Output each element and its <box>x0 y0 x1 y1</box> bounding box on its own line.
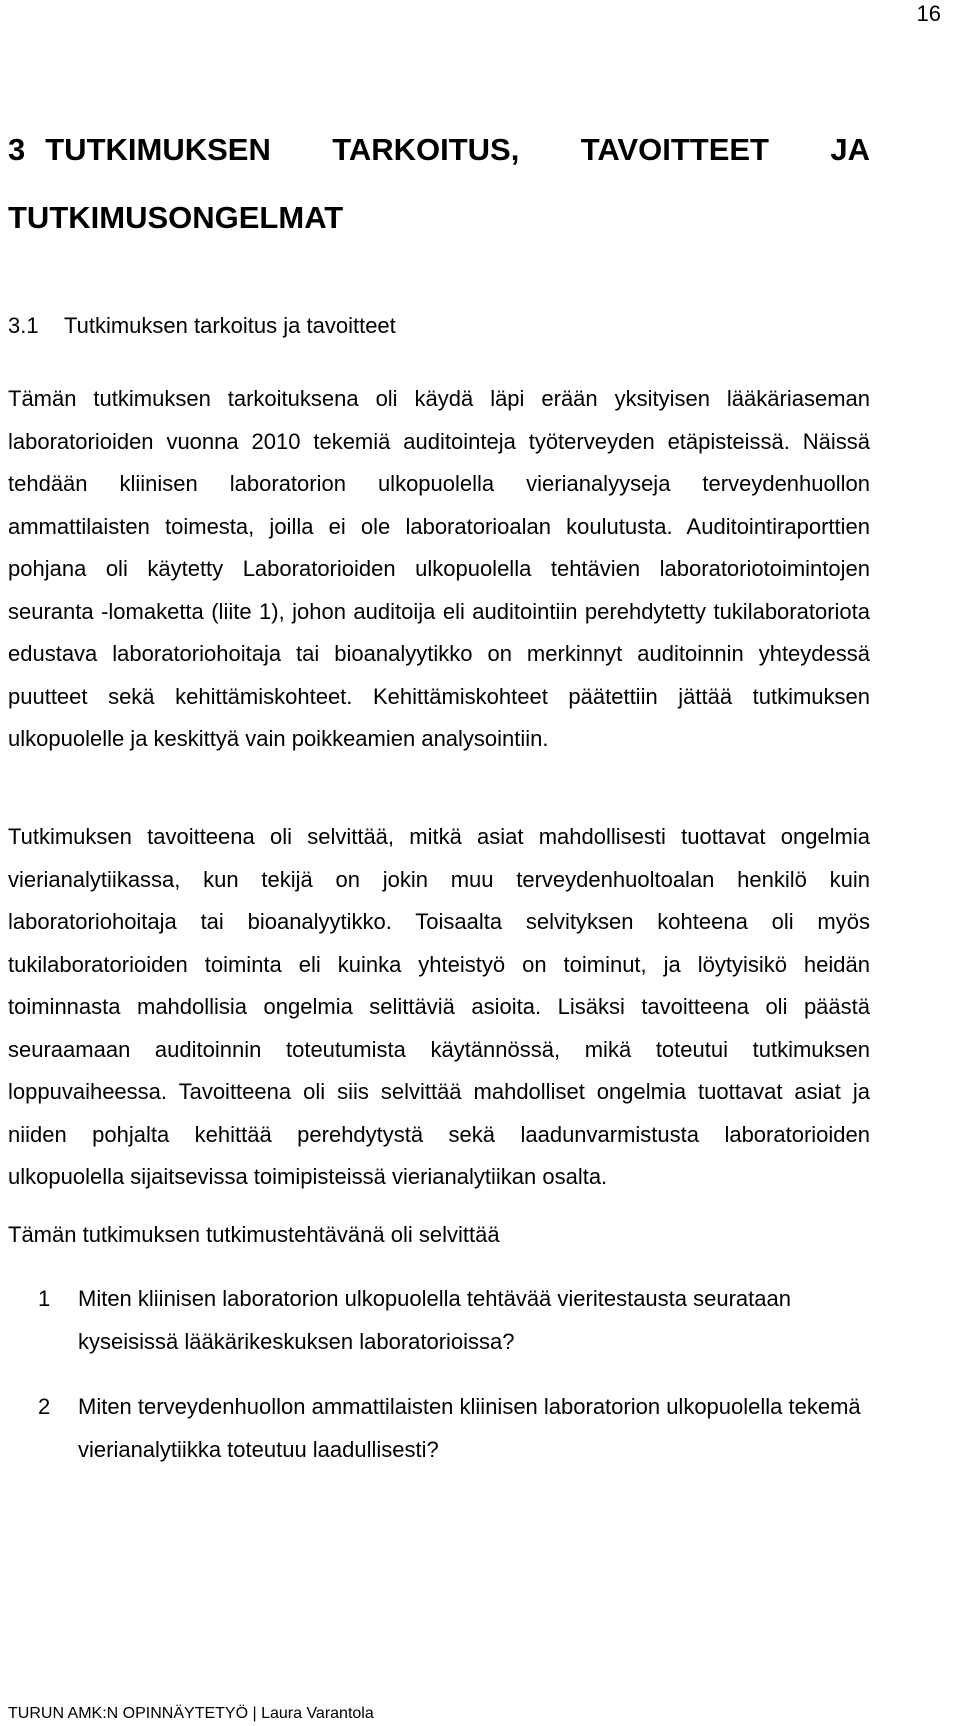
section-title: Tutkimuksen tarkoitus ja tavoitteet <box>64 313 396 338</box>
research-question-number: 2 <box>38 1394 51 1419</box>
paragraph-objectives: Tutkimuksen tavoitteena oli selvittää, mitkä asiat mahdollisesti tuottavat ongelmia vierianalytiikassa, kun tekijä on jokin muu terveydenhuoltoalan henkilö kuin laboratoriohoitaja tai bioanalyytikko. Toisaalta selvityksen kohteena oli myös tukilaboratorioiden toiminta eli kuinka yhteistyö on toiminut, ja löytyisikö heidän toiminnasta mahdollisia ongelmia selittäviä asioita. Lisäksi tavoitteena oli päästä seuraamaan auditoinnin toteutumista käytännössä, mikä toteutui tutkimuksen loppuvaiheessa. Tavoitteena oli siis selvittää mahdolliset ongelmia tuottavat asiat ja niiden pohjalta kehittää perehdytystä sekä laadunvarmistusta laboratorioiden ulkopuolella sijaitsevissa toimipisteissä vierianalytiikan osalta. <box>8 824 870 1189</box>
research-question-list <box>8 1278 870 1363</box>
research-question-list <box>8 1386 870 1471</box>
chapter-heading <box>8 116 870 252</box>
chapter-title: TUTKIMUKSEN TARKOITUS, TAVOITTEET JA TUTKIMUSONGELMAT <box>8 132 870 235</box>
page-number: 16 <box>916 1 941 26</box>
research-question-item <box>8 1386 870 1471</box>
research-question-item <box>8 1278 870 1363</box>
research-question-number: 1 <box>38 1286 51 1311</box>
paragraph-purpose: Tämän tutkimuksen tarkoituksena oli käydä läpi erään yksityisen lääkäriaseman laboratorioiden vuonna 2010 tekemiä auditointeja työterveyden etäpisteissä. Näissä tehdään kliinisen laboratorion ulkopuolella vierianalyyseja terveydenhuollon ammattilaisten toimesta, joilla ei ole laboratorioalan koulutusta. Auditointiraporttien pohjana oli käytetty Laboratorioiden ulkopuolella tehtävien laboratoriotoimintojen seuranta -lomaketta (liite 1), johon auditoija eli auditointiin perehdytetty tukilaboratoriota edustava laboratoriohoitaja tai bioanalyytikko on merkinnyt auditoinnin yhteydessä puutteet sekä kehittämiskohteet. Kehittämiskohteet päätettiin jättää tutkimuksen ulkopuolelle ja keskittyä vain poikkeamien analysointiin. <box>8 386 870 751</box>
paragraph-research-task: Tämän tutkimuksen tutkimustehtävänä oli selvittää <box>8 1222 500 1247</box>
chapter-number: 3 <box>8 132 26 167</box>
page-footer: TURUN AMK:N OPINNÄYTETYÖ | Laura Varantola <box>8 1705 374 1722</box>
research-question-text: Miten kliinisen laboratorion ulkopuolella tehtävää vieritestausta seurataan kyseisissä lääkärikeskuksen laboratorioissa? <box>78 1286 791 1354</box>
section-heading <box>8 308 396 344</box>
research-question-text: Miten terveydenhuollon ammattilaisten kliinisen laboratorion ulkopuolella tekemä vierianalytiikka toteutuu laadullisesti? <box>78 1394 861 1462</box>
section-number: 3.1 <box>8 313 39 338</box>
